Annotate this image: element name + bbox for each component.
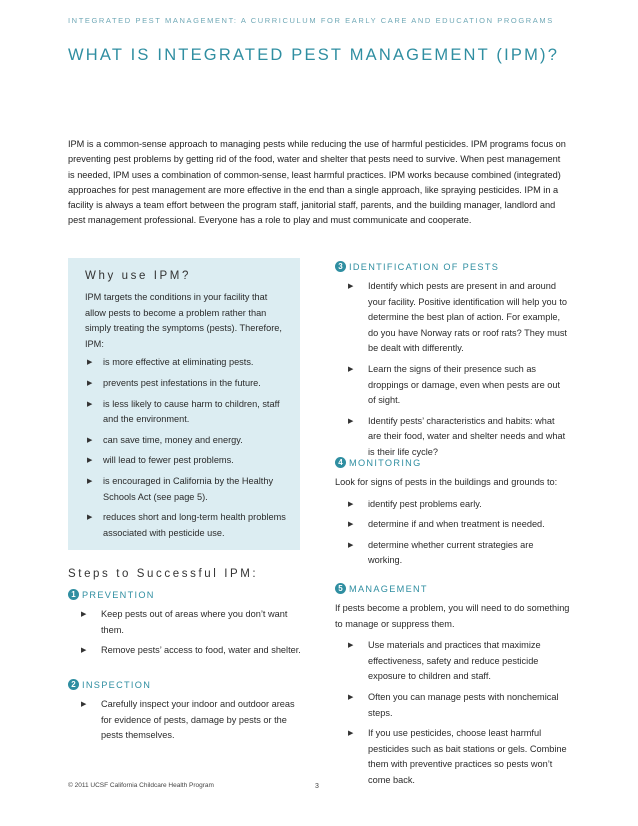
bullet-arrow-icon: ▶ [87, 359, 93, 367]
list-item: ▶ Learn the signs of their presence such as droppings or damage, even when pests are out of sight. [348, 363, 561, 406]
bullet-arrow-icon: ▶ [348, 500, 354, 508]
list-item: ▶ Use materials and practices that maximize effectiveness, safety and reduce pesticide exposure to children and staff. [348, 640, 541, 682]
number-1-icon: 1 [68, 589, 79, 600]
bullet-arrow-icon: ▶ [348, 365, 354, 373]
list-item: ▶ determine if and when treatment is needed. [348, 517, 570, 533]
number-5-icon: 5 [335, 583, 346, 594]
list-item: ▶ is less likely to cause harm to children, staff and the environment. [87, 398, 280, 425]
monitoring-text: Look for signs of pests in the buildings and grounds to: [335, 477, 558, 487]
number-4-icon: 4 [335, 457, 346, 468]
list-item: ▶ Identify pests’ characteristics and habits: what are their food, water and shelter needs and what is their life cycle? [348, 415, 566, 457]
monitoring-heading: 4 MONITORING [335, 457, 570, 468]
prevention-list [68, 607, 303, 659]
identification-section [335, 261, 570, 466]
bullet-arrow-icon: ▶ [348, 417, 354, 425]
list-item: ▶ If you use pesticides, choose least harmful pesticides such as bait stations or gels. Combine them with preventive practices so pests won’t come back. [348, 728, 567, 785]
list-item: ▶ determine whether current strategies are working. [348, 539, 534, 566]
prevention-section [68, 589, 303, 664]
list-item: ▶ Carefully inspect your indoor and outdoor areas for evidence of pests, damage by pests or the pests themselves. [81, 699, 295, 741]
bullet-arrow-icon: ▶ [81, 701, 87, 708]
monitoring-section [335, 457, 570, 574]
list-item: ▶ is encouraged in California by the Healthy Schools Act (see page 5). [87, 475, 274, 502]
bullet-arrow-icon: ▶ [87, 457, 93, 465]
list-item: ▶ Identify which pests are present in and around your facility. Positive identification will help you to determine the best plan of action. For example, do you have Norway rats or roof rats? They must be dealt with differently. [348, 281, 567, 354]
bullet-arrow-icon: ▶ [81, 647, 87, 655]
prevention-heading: 1 PREVENTION [68, 589, 303, 600]
inspection-heading: 2 INSPECTION [68, 679, 303, 690]
why-use-ipm-box [68, 258, 300, 550]
list-item: ▶ identify pest problems early. [348, 497, 570, 513]
list-item: ▶ Remove pests’ access to food, water and shelter. [81, 643, 303, 659]
bullet-arrow-icon: ▶ [87, 400, 93, 408]
bullet-arrow-icon: ▶ [87, 436, 93, 444]
list-item: ▶ Keep pests out of areas where you don’t want them. [81, 609, 288, 635]
monitoring-list [335, 497, 570, 569]
page-number: 3 [315, 783, 319, 790]
bullet-arrow-icon: ▶ [348, 730, 354, 738]
management-section [335, 583, 570, 794]
bullet-arrow-icon: ▶ [348, 283, 354, 290]
management-list [335, 638, 570, 788]
inspection-section [68, 679, 303, 749]
management-text: If pests become a problem, you will need to do something to manage or suppress them. [335, 603, 570, 629]
identification-list [335, 279, 570, 461]
list-item: ▶ will lead to fewer pest problems. [85, 453, 286, 469]
list-item: ▶ reduces short and long-term health problems associated with pesticide use. [87, 512, 286, 538]
number-3-icon: 3 [335, 261, 346, 272]
list-item: ▶ prevents pest infestations in the future. [85, 376, 286, 392]
bullet-arrow-icon: ▶ [348, 541, 354, 549]
intro-paragraph: IPM is a common-sense approach to managing pests while reducing the use of harmful pesticides. IPM programs focus on preventing pest problems by getting rid of the food, water and shelter that pests need to survive. When pest management is needed, IPM uses a combination of common-sense, least harmful practices. IPM works because combined (integrated) approaches for pest management are more effective in the end than a single approach, like spraying pesticides. IPM in a facility is always a team effort between the program staff, janitorial staff, parents, and the building manager, landlord and pest management professional. Everyone has a role to play and must communicate and cooperate. [68, 139, 566, 226]
management-heading: 5 MANAGEMENT [335, 583, 570, 594]
inspection-list [68, 697, 303, 744]
page-title: WHAT IS INTEGRATED PEST MANAGEMENT (IPM)? [68, 46, 560, 64]
bullet-arrow-icon: ▶ [348, 642, 354, 650]
curriculum-header: INTEGRATED PEST MANAGEMENT: A CURRICULUM FOR EARLY CARE AND EDUCATION PROGRAMS [68, 16, 554, 25]
bullet-arrow-icon: ▶ [81, 611, 87, 618]
why-intro: IPM targets the conditions in your facility that allow pests to become a problem rather than simply treating the symptoms (pests). Therefore, IPM: [85, 292, 282, 349]
list-item: ▶ can save time, money and energy. [85, 433, 286, 449]
identification-heading: 3 IDENTIFICATION OF PESTS [335, 261, 570, 272]
why-list [85, 355, 286, 541]
list-item: ▶ is more effective at eliminating pests. [85, 355, 286, 371]
bullet-arrow-icon: ▶ [348, 521, 354, 529]
steps-heading: Steps to Successful IPM: [68, 568, 259, 580]
bullet-arrow-icon: ▶ [87, 477, 93, 485]
bullet-arrow-icon: ▶ [348, 693, 354, 701]
copyright-footer: © 2011 UCSF California Childcare Health Program [68, 782, 214, 789]
bullet-arrow-icon: ▶ [87, 514, 93, 522]
bullet-arrow-icon: ▶ [87, 379, 93, 387]
number-2-icon: 2 [68, 679, 79, 690]
list-item: ▶ Often you can manage pests with nonchemical steps. [348, 691, 559, 718]
why-heading: Why use IPM? [85, 270, 191, 282]
